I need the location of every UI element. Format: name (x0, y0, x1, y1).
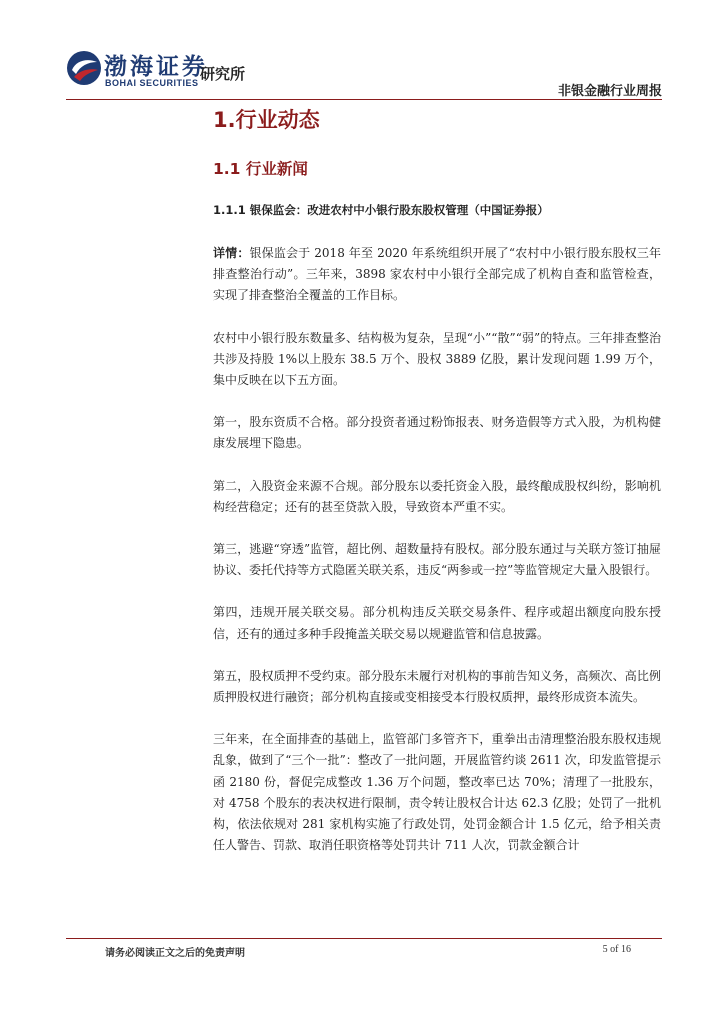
paragraph-point-4 (213, 602, 661, 644)
page-header (0, 0, 724, 100)
report-title: 非银金融行业周报 (557, 84, 662, 99)
footer-disclaimer: 请务必阅读正文之后的免责声明 (105, 948, 245, 959)
paragraph-point-5 (213, 666, 661, 708)
paragraph-text: 第五，股权质押不受约束。部分股东未履行对机构的事前告知义务，高频次、高比例质押股权进行融资；部分机构直接或变相接受本行股权质押，最终形成资本流失。 (213, 668, 661, 705)
paragraph-text: 银保监会于 2018 年至 2020 年系统组织开展了“农村中小银行股东股权三年排查整治行动”。三年来，3898 家农村中小银行全部完成了机构自查和监管检查，实现了排查整治全覆盖的工作目标。 (213, 246, 661, 303)
paragraph-results (213, 729, 661, 856)
paragraph-text: 第三，逃避“穿透”监管，超比例、超数量持有股权。部分股东通过与关联方签订抽屉协议、委托代持等方式隐匿关联关系，违反“两参或一控”等监管规定大量入股银行。 (213, 542, 661, 578)
section-heading-2: 1.1 行业新闻 (213, 160, 308, 178)
logo-chinese-name: 渤海证券 (104, 54, 208, 80)
paragraph-text: 第一，股东资质不合格。部分投资者通过粉饰报表、财务造假等方式入股，为机构健康发展埋下隐患。 (213, 415, 661, 451)
paragraph-overview (213, 328, 661, 392)
paragraph-point-3 (213, 539, 661, 581)
main-content (213, 104, 661, 856)
department-name: 研究所 (200, 65, 246, 83)
logo-english-name: BOHAI SECURITIES (105, 78, 199, 88)
paragraph-details (213, 243, 661, 307)
header-divider (66, 99, 662, 100)
paragraph-text: 第二，入股资金来源不合规。部分股东以委托资金入股，最终酿成股权纠纷，影响机构经营稳定；还有的甚至贷款入股，导致资本严重不实。 (213, 478, 661, 514)
paragraph-text: 第四，违规开展关联交易。部分机构违反关联交易条件、程序或超出额度向股东授信，还有的通过多种手段掩盖关联交易以规避监管和信息披露。 (213, 605, 661, 641)
paragraph-text: 农村中小银行股东数量多、结构极为复杂，呈现“小”“散”“弱”的特点。三年排查整治共涉及持股 1%以上股东 38.5 万个、股权 3889 亿股，累计发现问题 1.99 万个，集中反映在以下五方面。 (213, 330, 661, 388)
news-heading: 1.1.1 银保监会：改进农村中小银行股东股权管理（中国证券报） (213, 203, 549, 217)
paragraph-point-2 (213, 476, 661, 518)
paragraph-lead: 详情： (213, 246, 250, 260)
paragraph-point-1 (213, 412, 661, 454)
section-heading-1: 1.行业动态 (213, 108, 320, 132)
paragraph-text: 三年来，在全面排查的基础上，监管部门多管齐下，重拳出击清理整治股东股权违规乱象，做到了“三个一批”：整改了一批问题，开展监管约谈 2611 次，印发监管提示函 2180 份，督促完成整改 1.36 万个问题，整改率已达 70%；清理了一批股东，对 4758 个股东的表决权进行限制，责令转让股权合计达 62.3 亿股；处罚了一批机构，依法依规对 281 家机构实施了行政处罚，处罚金额合计 1.5 亿元，给予相关责任人警告、罚款、取消任职资格等处罚共计 711 人次，罚款金额合计 (213, 732, 661, 853)
page-number: 5 of 16 (602, 944, 631, 955)
bohai-logo-icon (66, 50, 102, 86)
footer-divider (66, 938, 662, 939)
